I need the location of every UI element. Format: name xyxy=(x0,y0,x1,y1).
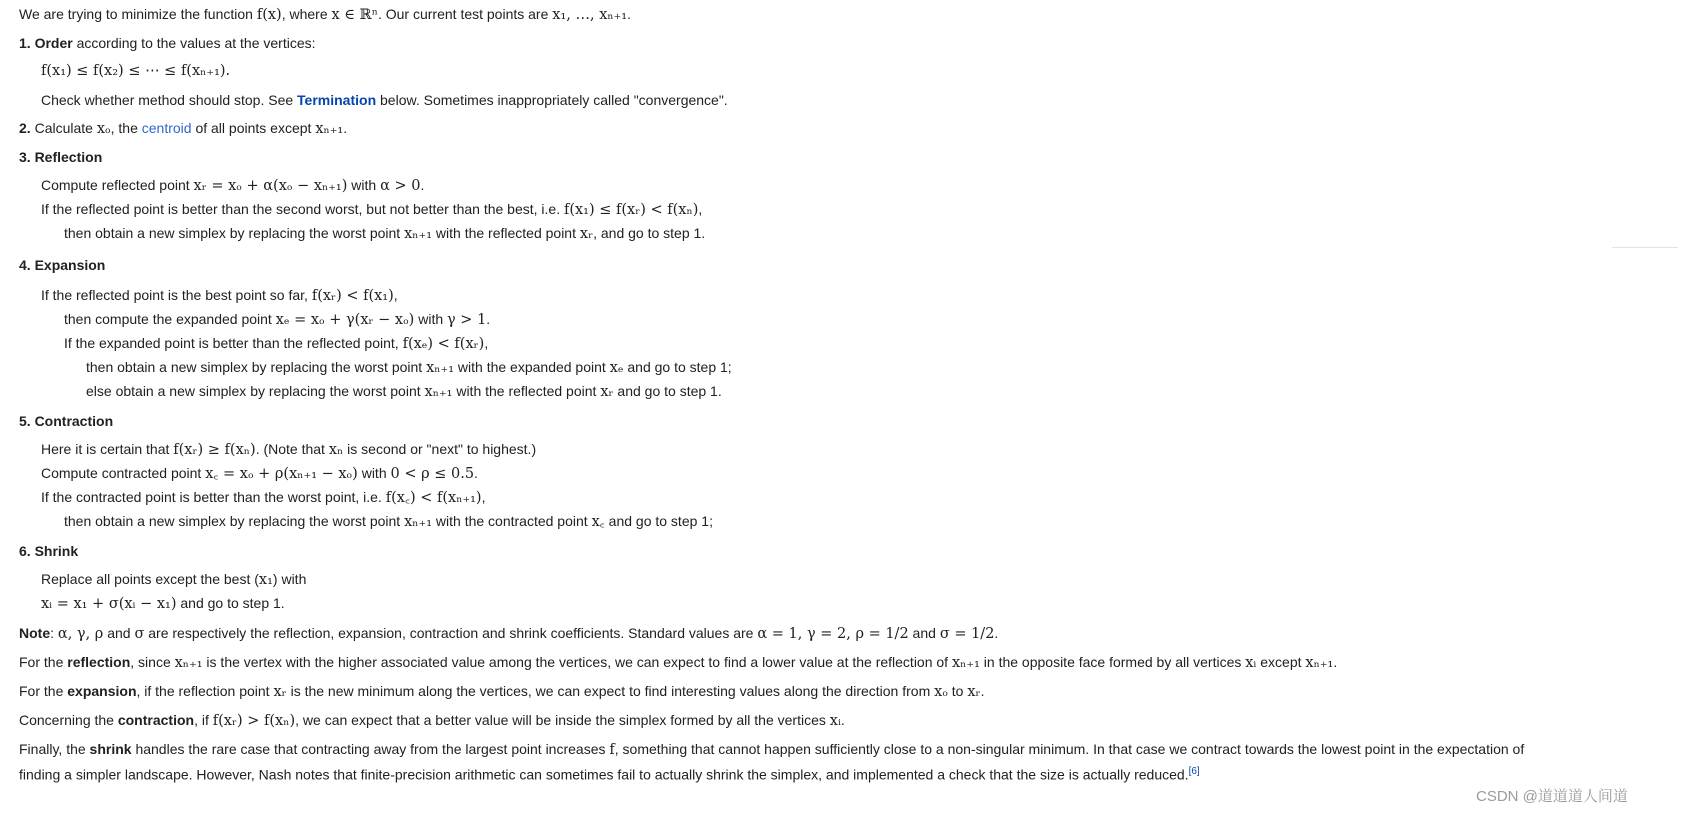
step5-line2: Compute contracted point x꜀ = xₒ + ρ(xₙ₊₁ − xₒ) with 0 < ρ ≤ 0.5. xyxy=(41,465,478,482)
para-reflection: For the reflection, since xₙ₊₁ is the vertex with the higher associated value among the vertices, we can expect to find a lower value at the reflection of xₙ₊₁ in the opposite face formed by all vertices xᵢ except xₙ₊₁. xyxy=(19,654,1338,671)
note-line: Note: α, γ, ρ and σ are respectively the reflection, expansion, contraction and shrink coefficients. Standard values are α = 1, γ = 2, ρ = 1/2 and σ = 1/2. xyxy=(19,625,999,642)
step4-line4: then obtain a new simplex by replacing the worst point xₙ₊₁ with the expanded point xₑ and go to step 1; xyxy=(86,359,732,376)
step3-line3: then obtain a new simplex by replacing the worst point xₙ₊₁ with the reflected point xᵣ, and go to step 1. xyxy=(64,225,706,242)
step4-line1: If the reflected point is the best point so far, f(xᵣ) < f(x₁), xyxy=(41,287,398,304)
step4-line3: If the expanded point is better than the reflected point, f(xₑ) < f(xᵣ), xyxy=(64,335,489,352)
para-shrink-line2: finding a simpler landscape. However, Nash notes that finite-precision arithmetic can sometimes fail to actually shrink the simplex, and implemented a check that the size is actually reduced.[6] xyxy=(19,766,1200,783)
step4-heading: 4. Expansion xyxy=(19,257,106,273)
step6-line1: Replace all points except the best (x₁) with xyxy=(41,571,307,588)
termination-link[interactable]: Termination xyxy=(297,92,377,108)
para-expansion: For the expansion, if the reflection point xᵣ is the new minimum along the vertices, we can expect to find interesting values along the direction from xₒ to xᵣ. xyxy=(19,683,985,700)
para-contraction: Concerning the contraction, if f(xᵣ) > f(xₙ), we can expect that a better value will be inside the simplex formed by all the vertices xᵢ. xyxy=(19,712,845,729)
step1-formula: f(x₁) ≤ f(x₂) ≤ ⋯ ≤ f(xₙ₊₁). xyxy=(41,63,231,79)
step1-heading-line: 1. Order according to the values at the vertices: xyxy=(19,35,316,51)
step3-line2: If the reflected point is better than the second worst, but not better than the best, i.e. f(x₁) ≤ f(xᵣ) < f(xₙ), xyxy=(41,201,703,218)
step5-line3: If the contracted point is better than the worst point, i.e. f(x꜀) < f(xₙ₊₁), xyxy=(41,489,486,506)
step3-heading: 3. Reflection xyxy=(19,149,103,165)
note-label: Note xyxy=(19,625,51,641)
step1-check-line: Check whether method should stop. See Termination below. Sometimes inappropriately called "convergence". xyxy=(41,92,728,108)
step6-line2: xᵢ = x₁ + σ(xᵢ − x₁) and go to step 1. xyxy=(41,595,285,612)
math-fx: f(x) xyxy=(256,7,282,23)
citation-6-link[interactable]: [6] xyxy=(1188,766,1200,777)
math-test-points: x₁, …, xₙ₊₁ xyxy=(552,7,628,23)
divider-line xyxy=(1612,247,1678,248)
step2-line: 2. Calculate xₒ, the centroid of all points except xₙ₊₁. xyxy=(19,120,348,137)
centroid-link[interactable]: centroid xyxy=(141,120,192,136)
math-domain: x ∈ ℝⁿ xyxy=(331,7,378,23)
step4-line2: then compute the expanded point xₑ = xₒ + γ(xᵣ − xₒ) with γ > 1. xyxy=(64,311,491,328)
step5-line4: then obtain a new simplex by replacing the worst point xₙ₊₁ with the contracted point x꜀ and go to step 1; xyxy=(64,513,713,530)
csdn-watermark: CSDN @道道道人间道 xyxy=(1476,788,1628,805)
intro-line: We are trying to minimize the function f(x), where x ∈ ℝⁿ. Our current test points are x₁, …, xₙ₊₁. xyxy=(19,6,631,23)
step6-heading: 6. Shrink xyxy=(19,543,79,559)
step4-line5: else obtain a new simplex by replacing the worst point xₙ₊₁ with the reflected point xᵣ and go to step 1. xyxy=(86,383,722,400)
step1-heading: 1. Order xyxy=(19,35,73,51)
step5-line1: Here it is certain that f(xᵣ) ≥ f(xₙ). (Note that xₙ is second or "next" to highest.) xyxy=(41,441,537,458)
para-shrink-line1: Finally, the shrink handles the rare case that contracting away from the largest point increases f, something that cannot happen sufficiently close to a non-singular minimum. In that case we contract towards the lowest point in the expectation of xyxy=(19,741,1525,758)
step3-line1: Compute reflected point xᵣ = xₒ + α(xₒ − xₙ₊₁) with α > 0. xyxy=(41,177,425,194)
step5-heading: 5. Contraction xyxy=(19,413,114,429)
